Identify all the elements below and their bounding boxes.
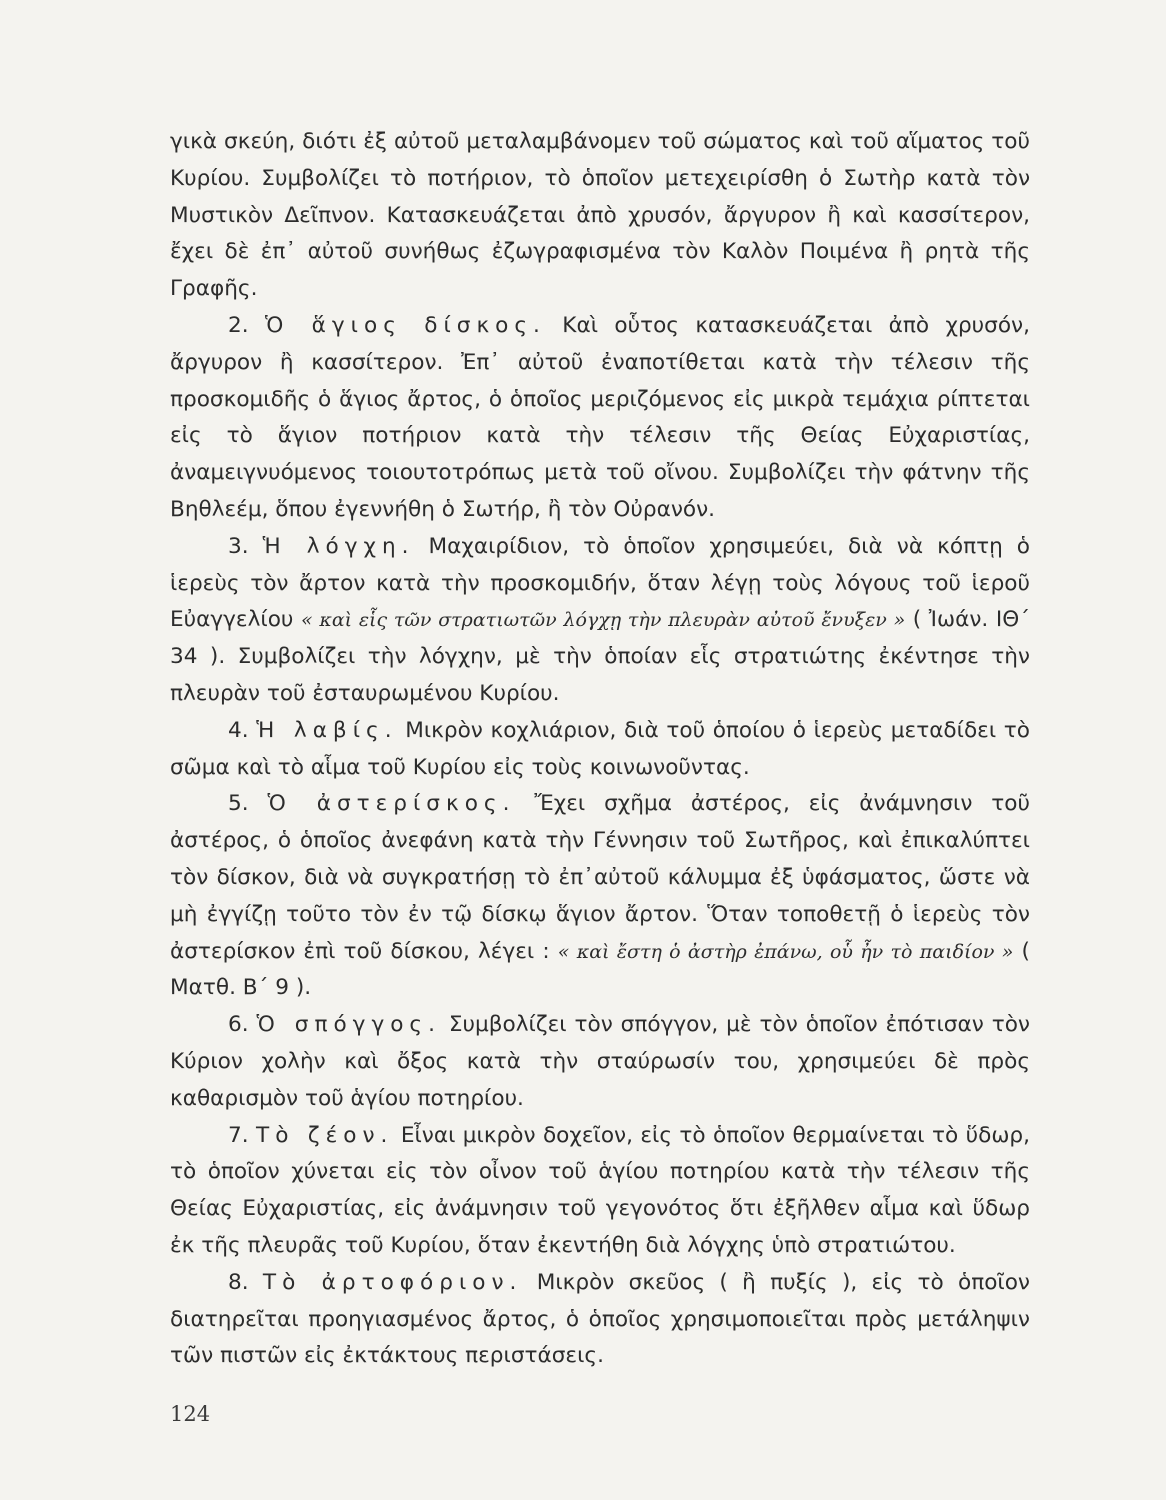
item-3-text: Μαχαιρίδιον, τὸ ὁποῖον χρησιμεύει, διὰ νὰ κόπτῃ ὁ ἱερεὺς τὸν ἄρτον κατὰ τὴν προσκομιδήν, ὅταν λέγῃ τοὺς λόγους τοῦ ἱεροῦ Εὐαγγελίου [170,533,1030,633]
item-2-number: 2. [228,312,249,338]
item-7-term: Τὸ ζέον. [256,1122,394,1148]
item-6-text: Συμβολίζει τὸν σπόγγον, μὲ τὸν ὁποῖον ἐπότισαν τὸν Κύριον χολὴν καὶ ὄξος κατὰ τὴν σταύρωσίν του, χρησιμεύει δὲ πρὸς καθαρισμὸν τοῦ ἁγίου ποτηρίου. [170,1012,1030,1111]
item-4-text: Μικρὸν κοχλιάριον, διὰ τοῦ ὁποίου ὁ ἱερεὺς μεταδίδει τὸ σῶμα καὶ τὸ αἷμα τοῦ Κυρίου εἰς τοὺς κοινωνοῦντας. [170,717,1030,780]
item-7-number: 7. [228,1122,249,1148]
item-3-quote: « καὶ εἷς τῶν στρατιωτῶν λόγχῃ τὴν πλευρὰν αὐτοῦ ἔνυξεν » [300,609,906,632]
item-4-term: Ἡ λαβίς. [256,717,398,743]
item-3-text-after: ( Ἰωάν. ΙΘ΄ 34 ). Συμβολίζει τὴν λόγχην, μὲ τὴν ὁποίαν εἷς στρατιώτης ἐκέντησε τὴν πλευρὰν τοῦ ἐσταυρωμένου Κυρίου. [170,607,1030,706]
item-7-text: Εἶναι μικρὸν δοχεῖον, εἰς τὸ ὁποῖον θερμαίνεται τὸ ὕδωρ, τὸ ὁποῖον χύνεται εἰς τὸν οἶνον τοῦ ἁγίου ποτηρίου κατὰ τὴν τέλεσιν τῆς Θείας Εὐχαριστίας, εἰς ἀνάμνησιν τοῦ γεγονότος ὅτι ἐξῆλθεν αἷμα καὶ ὕδωρ ἐκ τῆς πλευρᾶς τοῦ Κυρίου, ὅταν ἐκεντήθη διὰ λόγχης ὑπὸ στρατιώτου. [170,1122,1030,1258]
item-2-text: Καὶ οὗτος κατασκευάζεται ἀπὸ χρυσόν, ἄργυρον ἢ κασσίτερον. Ἐπ᾽ αὐτοῦ ἐναποτίθεται κατὰ τὴν τέλεσιν τῆς προσκομιδῆς ὁ ἅγιος ἄρτος, ὁ ὁποῖος μεριζόμενος εἰς μικρὰ τεμάχια ρίπτεται εἰς τὸ ἅγιον ποτήριον κατὰ τὴν τέλεσιν τῆς Θείας Εὐχαριστίας, ἀναμειγνυόμενος τοιουτοτρόπως μετὰ τοῦ οἴνου. Συμβολίζει τὴν φάτνην τῆς Βηθλεέμ, ὅπου ἐγεννήθη ὁ Σωτήρ, ἢ τὸν Οὐρανόν. [170,312,1030,522]
intro-paragraph: γικὰ σκεύη, διότι ἐξ αὐτοῦ μεταλαμβάνομεν τοῦ σώματος καὶ τοῦ αἵματος τοῦ Κυρίου. Συμβολίζει τὸ ποτήριον, τὸ ὁποῖον μετεχειρίσθη ὁ Σωτὴρ κατὰ τὸν Μυστικὸν Δεῖπνον. Κατασκευάζεται ἀπὸ χρυσόν, ἄργυρον ἢ καὶ κασσίτερον, ἔχει δὲ ἐπ᾽ αὐτοῦ συνήθως ἐζωγραφισμένα τὸν Καλὸν Ποιμένα ἢ ρητὰ τῆς Γραφῆς. [170,129,1030,302]
item-5-number: 5. [228,791,249,817]
item-4-number: 4. [228,717,249,743]
item-3-paragraph [170,529,1030,713]
item-8-paragraph [170,1265,1030,1375]
item-8-text: Μικρὸν σκεῦος ( ἢ πυξίς ), εἰς τὸ ὁποῖον διατηρεῖται προηγιασμένος ἄρτος, ὁ ὁποῖος χρησιμοποιεῖται πρὸς μετάληψιν τῶν πιστῶν εἰς ἐκτάκτους περιστάσεις. [170,1269,1030,1369]
item-3-number: 3. [228,533,249,559]
item-4-paragraph [170,713,1030,787]
item-5-text: Ἔχει σχῆμα ἀστέρος, εἰς ἀνάμνησιν τοῦ ἀστέρος, ὁ ὁποῖος ἀνεφάνη κατὰ τὴν Γέννησιν τοῦ Σωτῆρος, καὶ ἐπικαλύπτει τὸν δίσκον, διὰ νὰ συγκρατήσῃ τὸ ἐπ᾽αὐτοῦ κάλυμμα ἐξ ὑφάσματος, ὥστε νὰ μὴ ἐγγίζῃ τοῦτο τὸν ἐν τῷ δίσκῳ ἅγιον ἄρτον. Ὅταν τοποθετῇ ὁ ἱερεὺς τὸν ἀστερίσκον ἐπὶ τοῦ δίσκου, λέγει : [170,791,1030,964]
item-8-number: 8. [228,1269,249,1295]
item-6-paragraph [170,1007,1030,1117]
item-3-term: Ἡ λόγχη. [262,533,415,559]
item-5-paragraph [170,786,1030,1007]
item-8-term: Τὸ ἀρτοφόριον. [262,1269,523,1295]
item-5-term: Ὁ ἀστερίσκος. [267,791,516,817]
item-5-text-after: ( Ματθ. Β΄ 9 ). [170,938,1030,1001]
page-number: 124 [170,1402,211,1426]
item-5-quote: « καὶ ἔστη ὁ ἀστὴρ ἐπάνω, οὗ ἦν τὸ παιδίον » [557,940,1014,963]
item-7-paragraph [170,1118,1030,1265]
body-text [170,124,1030,1375]
item-2-term: Ὁ ἅγιος δίσκος. [264,312,546,338]
item-2-paragraph [170,308,1030,529]
item-6-number: 6. [228,1012,249,1038]
item-6-term: Ὁ σπόγγος. [256,1012,441,1038]
